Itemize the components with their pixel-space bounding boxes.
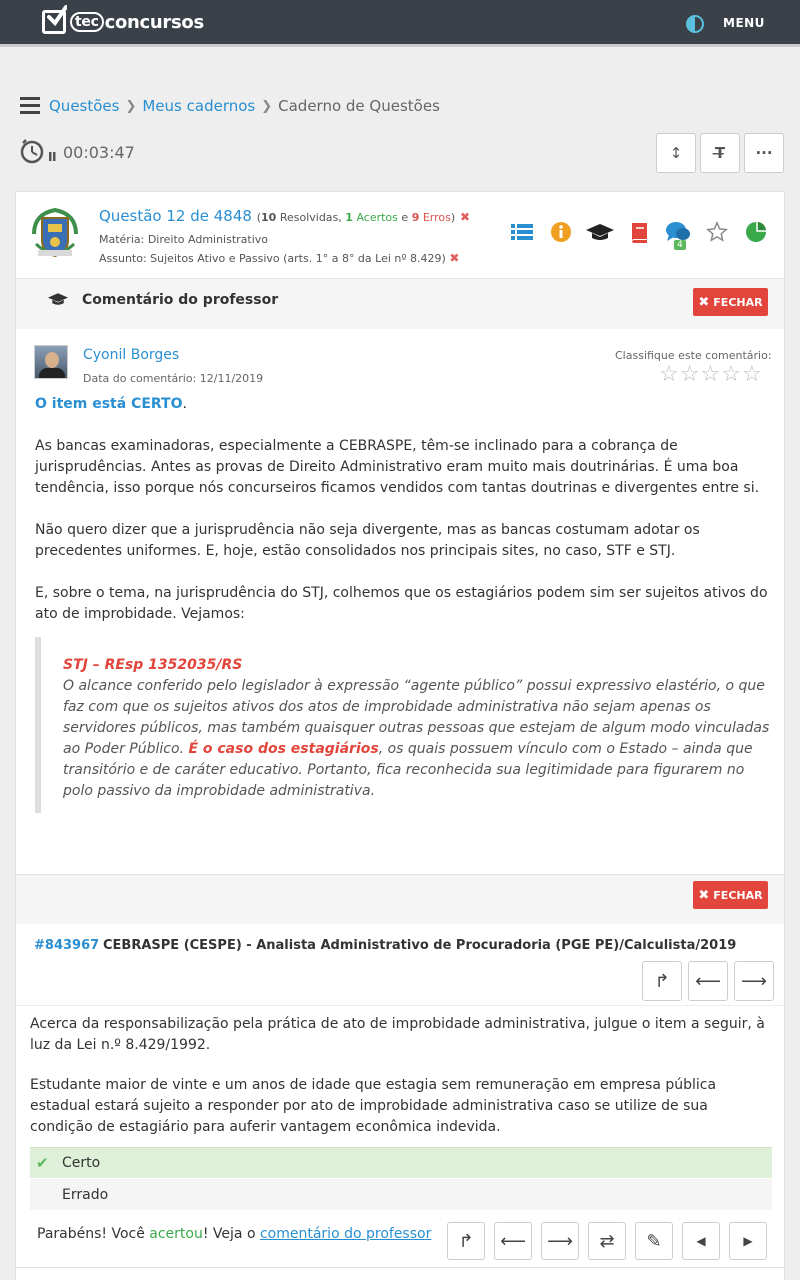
next-button-bottom[interactable] bbox=[541, 1222, 579, 1260]
comment-paragraph-3: E, sobre o tema, na jurisprudência do STJ, colhemos que os estagiários podem sim ser sujeitos ativos do ato de improbidade. Vejamos: bbox=[35, 585, 768, 622]
share-arrow-icon: ↱ bbox=[654, 970, 670, 992]
question-id[interactable]: #843967 bbox=[34, 938, 100, 953]
rating-star-1[interactable]: ☆ bbox=[659, 362, 679, 387]
chevron-right-icon: ❯ bbox=[261, 98, 273, 114]
check-logo-icon bbox=[42, 10, 66, 34]
rate-label: Classifique este comentário: bbox=[615, 349, 772, 362]
star-outline-icon[interactable] bbox=[701, 218, 733, 246]
expand-vertical-button[interactable] bbox=[656, 133, 696, 173]
statement-intro: Acerca da responsabilização pela prática de ato de improbidade administrativa, julgue o item a seguir, à luz da Lei n.º 8.429/1992. bbox=[30, 1016, 765, 1053]
comment-date: Data do comentário: 12/11/2019 bbox=[83, 372, 264, 385]
logo-prefix: tec bbox=[70, 12, 104, 32]
graduation-cap-icon[interactable] bbox=[584, 218, 616, 246]
logo-text: concursos bbox=[104, 11, 204, 33]
question-toolbar bbox=[506, 218, 779, 250]
comments-count-badge: 4 bbox=[674, 240, 686, 250]
rating-star-3[interactable]: ☆ bbox=[700, 362, 721, 387]
author-avatar bbox=[34, 345, 68, 379]
annotate-button[interactable] bbox=[635, 1222, 673, 1260]
share-arrow-icon: ↱ bbox=[458, 1230, 474, 1252]
timer-value: 00:03:47 bbox=[63, 143, 135, 162]
arrow-left-icon: ⟵ bbox=[695, 970, 721, 992]
question-assunto-line bbox=[99, 251, 459, 265]
contrast-icon[interactable] bbox=[686, 15, 704, 33]
quote-text: O alcance conferido pelo legislador à expressão “agente público” possui expressivo elastério, o que faz com que os sujeitos ativos dos atos de improbidade administrativa não sejam apenas os servidores públicos, mas também quaisquer outras pessoas que estejam de algum modo vinculadas ao Poder Público. É o caso dos estagiários, os quais possuem vínculo com o Estado – ainda que transitório e de caráter educativo. Portanto, fica reconhecida sua legitimidade para figurarem no polo passivo da improbidade administrativa. bbox=[63, 678, 770, 799]
caret-right-icon: ▶ bbox=[743, 1234, 753, 1248]
pencil-slash-icon: ✎ bbox=[646, 1230, 662, 1252]
professor-comment-bar bbox=[16, 278, 784, 329]
arrows-vertical-icon: ↕ bbox=[669, 144, 683, 162]
question-card bbox=[15, 191, 785, 1280]
rating-star-4[interactable]: ☆ bbox=[721, 362, 741, 387]
clear-stats-icon[interactable]: ✖ bbox=[459, 210, 471, 224]
close-icon: ✖ bbox=[698, 294, 710, 310]
info-icon[interactable] bbox=[545, 218, 577, 246]
comment-footer-bar bbox=[16, 874, 784, 924]
question-stats: (10 Resolvidas, 1 Acertos e 9 Erros) bbox=[256, 211, 456, 224]
font-size-button[interactable] bbox=[700, 133, 740, 173]
close-comment-button-bottom[interactable]: ✖ FECHAR bbox=[693, 881, 768, 909]
rating-stars bbox=[659, 364, 763, 386]
result-message: Parabéns! Você acertou! Veja o comentário do professor bbox=[37, 1226, 432, 1242]
comment-paragraph-2: Não quero dizer que a jurisprudência não seja divergente, mas as bancas costumam adotar os precedentes uniformes. E, hoje, estão consolidados nos principais sites, no caso, STF e STJ. bbox=[35, 522, 700, 559]
next-button[interactable] bbox=[734, 961, 774, 1001]
close-comment-button[interactable]: ✖ FECHAR bbox=[693, 288, 768, 316]
comment-author[interactable]: Cyonil Borges bbox=[83, 347, 180, 363]
shuffle-button[interactable] bbox=[588, 1222, 626, 1260]
ellipsis-icon: ··· bbox=[755, 144, 773, 162]
breadcrumb-meus-cadernos[interactable]: Meus cadernos bbox=[142, 97, 256, 115]
rating-star-5[interactable]: ☆ bbox=[741, 362, 762, 387]
comment-verdict: O item está CERTO. bbox=[35, 396, 187, 412]
comment-paragraph-1: As bancas examinadoras, especialmente a CEBRASPE, têm-se inclinado para a cobrança de jurisprudências. Antes as provas de Direito Administrativo eram muito mais doutrinárias. É uma boa tendência, isso porque nós concurseiros ficamos vendidos com tantas doutrinas e divergentes entre si. bbox=[35, 438, 760, 496]
rating-star-2[interactable]: ☆ bbox=[679, 362, 700, 387]
institution-crest-icon bbox=[28, 204, 82, 262]
professor-comment-link[interactable]: comentário do professor bbox=[259, 1226, 432, 1242]
arrow-right-icon: ⟶ bbox=[741, 970, 767, 992]
question-materia: Matéria: Direito Administrativo bbox=[99, 233, 269, 246]
previous-button[interactable] bbox=[688, 961, 728, 1001]
share-button-bottom[interactable] bbox=[447, 1222, 485, 1260]
hamburger-icon[interactable] bbox=[20, 97, 40, 115]
close-icon: ✖ bbox=[698, 887, 710, 903]
jurisprudence-quote bbox=[35, 637, 770, 813]
shuffle-icon: ⇄ bbox=[599, 1230, 615, 1252]
professor-comment-title: Comentário do professor bbox=[82, 292, 279, 308]
exam-name: CEBRASPE (CESPE) - Analista Administrativo de Procuradoria (PGE PE)/Calculista/2019 bbox=[103, 938, 737, 953]
graduation-cap-icon bbox=[48, 291, 68, 311]
arrow-left-icon: ⟵ bbox=[500, 1230, 526, 1252]
arrow-right-icon: ⟶ bbox=[547, 1230, 573, 1252]
caret-left-icon: ◀ bbox=[696, 1234, 706, 1248]
previous-button-bottom[interactable] bbox=[494, 1222, 532, 1260]
question-assunto: Assunto: Sujeitos Ativo e Passivo (arts. 1° a 8° da Lei nº 8.429) bbox=[99, 252, 446, 265]
top-navbar bbox=[0, 0, 800, 47]
option-certo[interactable]: ✔ Certo bbox=[30, 1147, 772, 1178]
logo[interactable] bbox=[42, 10, 204, 34]
pie-chart-icon[interactable] bbox=[740, 218, 772, 246]
menu-button[interactable]: MENU bbox=[723, 16, 765, 30]
breadcrumb-questoes[interactable]: Questões bbox=[49, 97, 120, 115]
bottom-divider bbox=[16, 1267, 784, 1268]
remove-assunto-icon[interactable]: ✖ bbox=[449, 251, 460, 265]
question-title[interactable]: Questão 12 de 4848 bbox=[99, 207, 252, 225]
book-icon[interactable] bbox=[623, 218, 655, 246]
statement-item: Estudante maior de vinte e um anos de idade que estagia sem remuneração em empresa pública estadual estará sujeito a responder por ato de improbidade administrativa caso se utilize de sua condição de estagiário para auferir vantagem econômica indevida. bbox=[30, 1077, 717, 1135]
option-errado[interactable]: Errado bbox=[30, 1179, 772, 1210]
breadcrumb-current: Caderno de Questões bbox=[278, 97, 440, 115]
quote-reference: STJ – REsp 1352035/RS bbox=[63, 657, 243, 673]
text-height-icon: T̶ bbox=[714, 144, 726, 162]
share-button[interactable] bbox=[642, 961, 682, 1001]
question-header bbox=[16, 192, 784, 278]
more-options-button[interactable] bbox=[744, 133, 784, 173]
page-previous-button[interactable] bbox=[682, 1222, 720, 1260]
question-title-line bbox=[99, 207, 470, 225]
breadcrumb bbox=[49, 97, 440, 115]
stopwatch-pause-icon[interactable] bbox=[19, 138, 59, 168]
chevron-right-icon: ❯ bbox=[125, 98, 137, 114]
comments-icon[interactable] bbox=[662, 218, 694, 250]
page-next-button[interactable] bbox=[729, 1222, 767, 1260]
check-icon: ✔ bbox=[36, 1154, 49, 1172]
list-icon[interactable] bbox=[506, 218, 538, 246]
